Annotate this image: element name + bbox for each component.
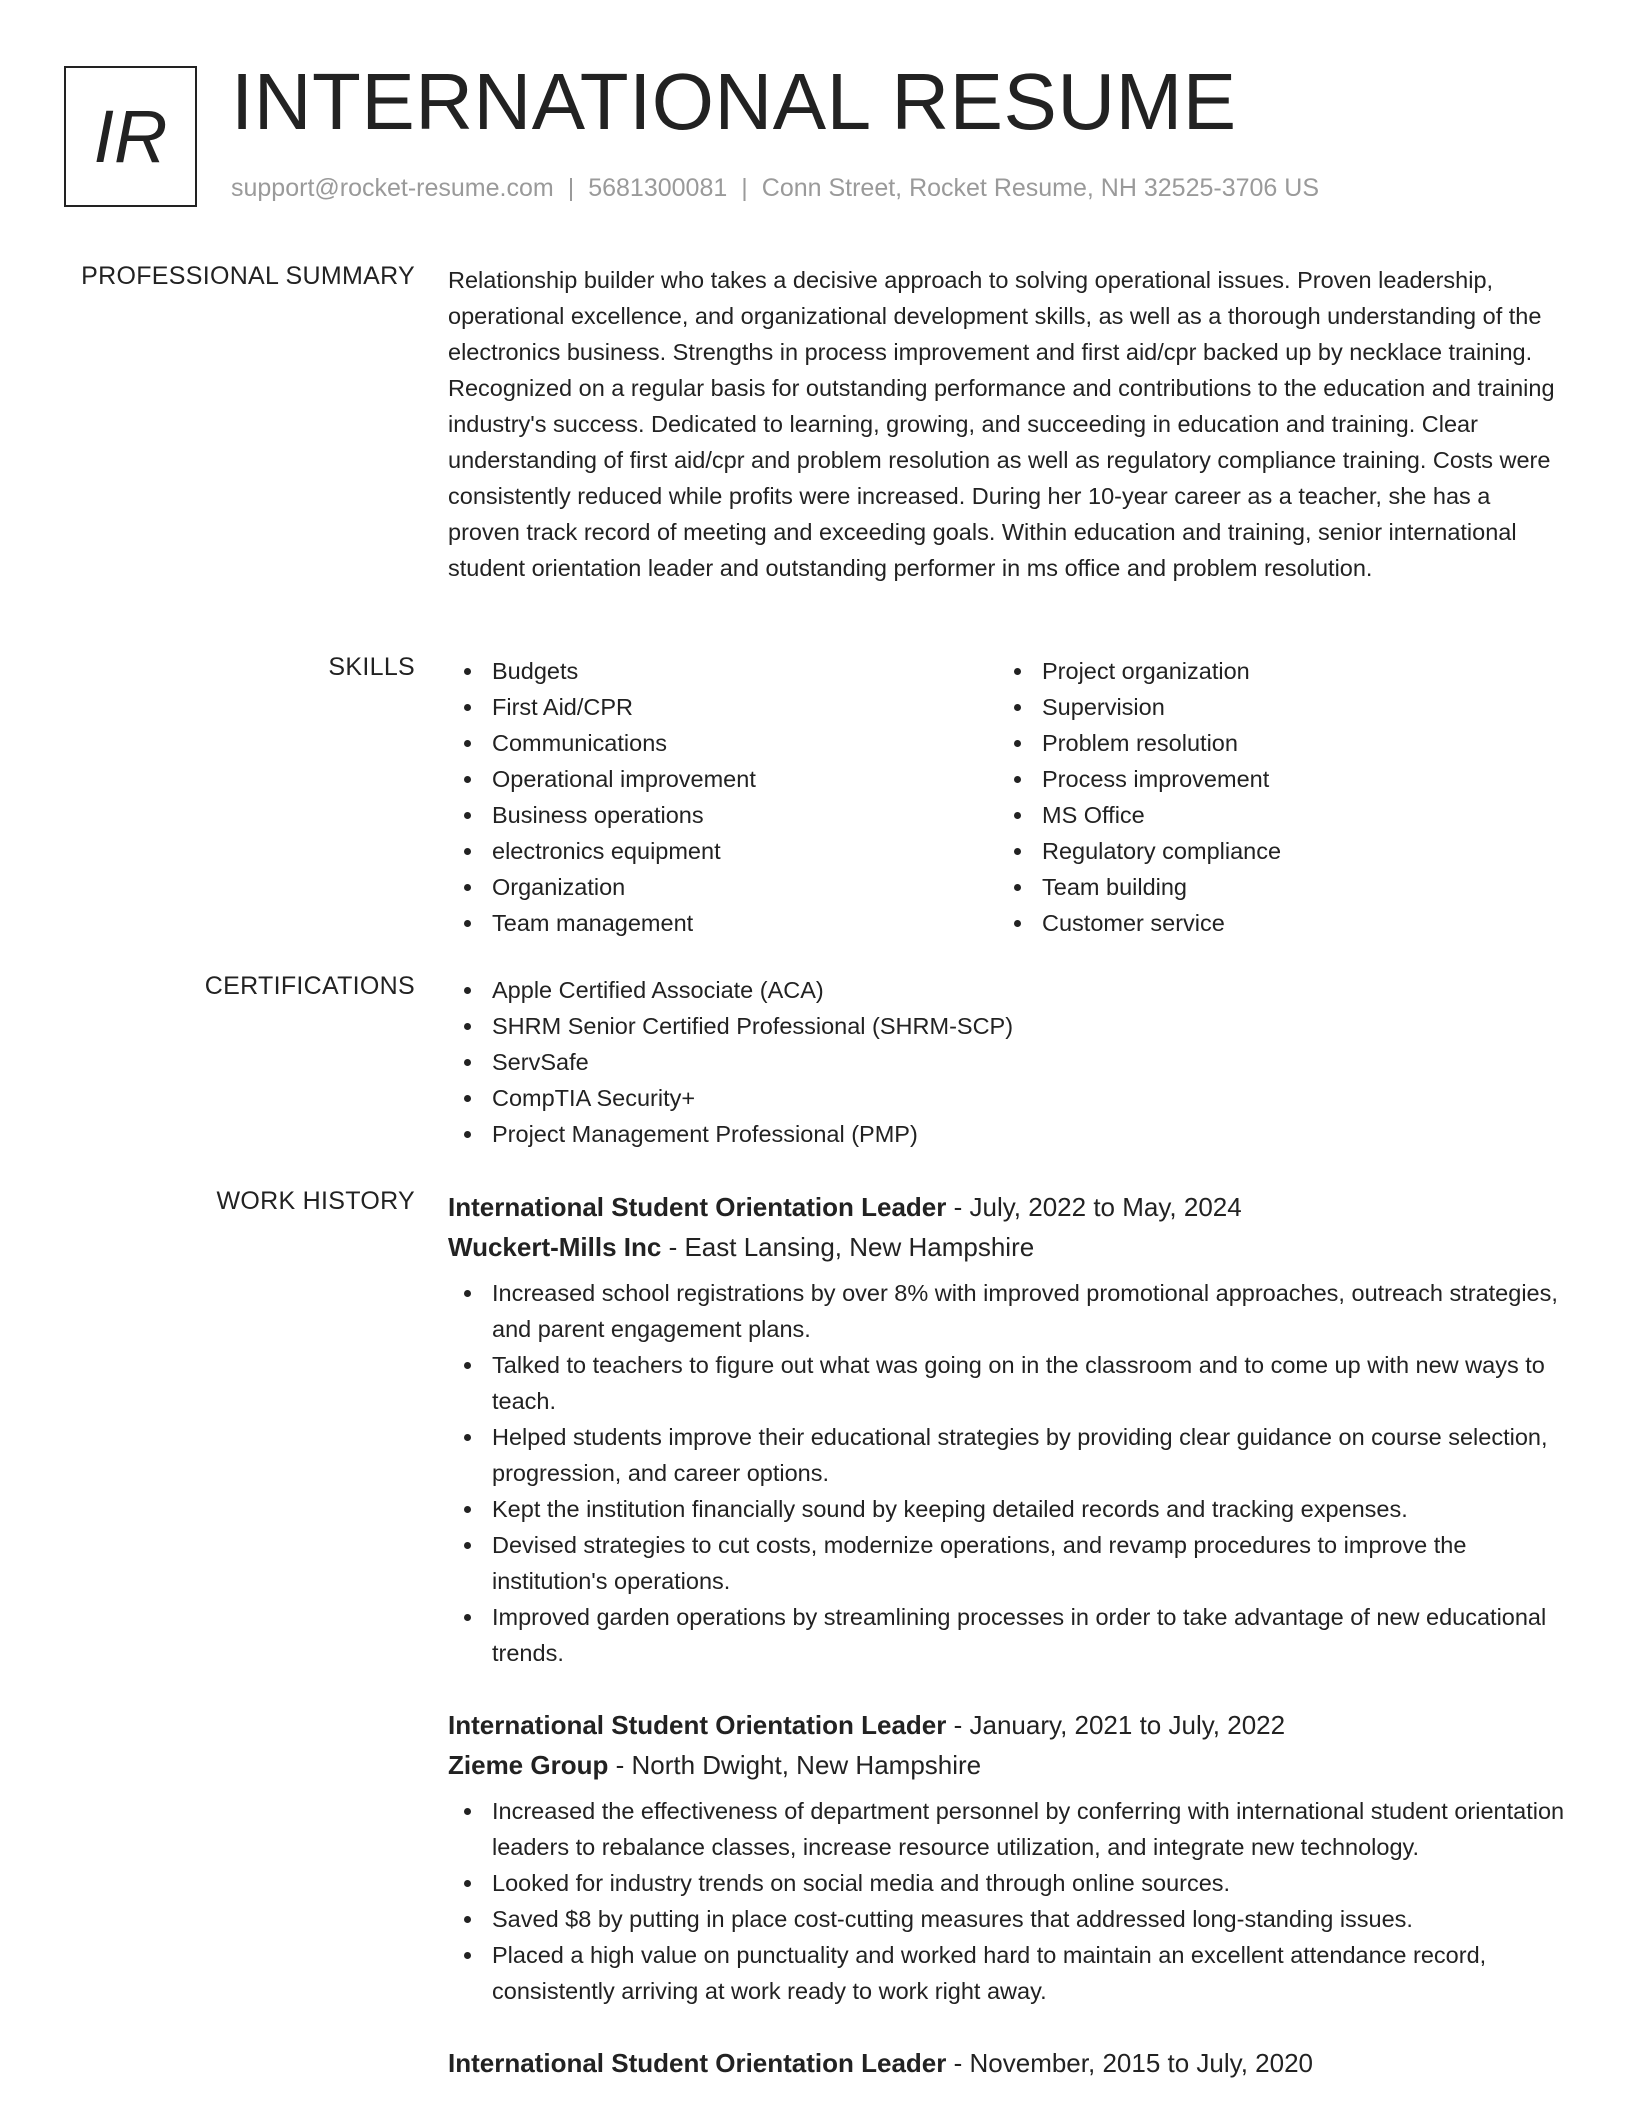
contact-separator: |: [567, 174, 575, 202]
job-duty-item: Placed a high value on punctuality and worked hard to maintain an excellent attendance record, consistently arriving at work ready to work right away.: [448, 1937, 1568, 2009]
skill-item: Organization: [448, 869, 998, 905]
skill-item: Problem resolution: [998, 725, 1548, 761]
skill-item: Regulatory compliance: [998, 833, 1548, 869]
job-company-line: [448, 1745, 1568, 1785]
job-entry: [448, 1187, 1568, 1671]
skill-item: Team building: [998, 869, 1548, 905]
skill-item: MS Office: [998, 797, 1548, 833]
section-heading: WORK HISTORY: [216, 1187, 415, 1215]
skill-item: Budgets: [448, 653, 998, 689]
certification-item: CompTIA Security+: [448, 1080, 1568, 1116]
skill-item: Operational improvement: [448, 761, 998, 797]
job-duty-item: Saved $8 by putting in place cost-cutting measures that addressed long-standing issues.: [448, 1901, 1568, 1937]
resume-title: INTERNATIONAL RESUME: [231, 57, 1237, 146]
skills-list-right: [998, 653, 1548, 941]
contact-email[interactable]: support@rocket-resume.com: [231, 174, 554, 202]
skills-columns: [448, 653, 1568, 941]
job-location: - North Dwight, New Hampshire: [608, 1750, 982, 1780]
job-title: International Student Orientation Leader: [448, 1192, 947, 1222]
job-duty-item: Looked for industry trends on social media and through online sources.: [448, 1865, 1568, 1901]
section-heading: CERTIFICATIONS: [204, 972, 415, 1000]
job-title-line: [448, 1705, 1568, 1745]
job-dates: - July, 2022 to May, 2024: [946, 1192, 1242, 1222]
job-title: International Student Orientation Leader: [448, 1710, 947, 1740]
contact-separator: |: [741, 174, 748, 202]
section-body: [448, 262, 1568, 586]
job-location: - East Lansing, New Hampshire: [661, 1232, 1035, 1262]
job-company-line: [448, 1227, 1568, 1267]
job-dates: - November, 2015 to July, 2020: [946, 2048, 1314, 2078]
job-title-line: [448, 1187, 1568, 1227]
skill-item: Business operations: [448, 797, 998, 833]
job-company: Wuckert-Mills Inc: [448, 1232, 662, 1262]
contact-phone[interactable]: 5681300081: [588, 174, 728, 202]
skill-item: electronics equipment: [448, 833, 998, 869]
skill-item: Team management: [448, 905, 998, 941]
skill-item: First Aid/CPR: [448, 689, 998, 725]
job-title-line: [448, 2043, 1568, 2083]
job-duty-item: Improved garden operations by streamlining processes in order to take advantage of new educational trends.: [448, 1599, 1568, 1671]
job-duties-list: [448, 1793, 1568, 2009]
job-duty-item: Increased the effectiveness of department personnel by conferring with international student orientation leaders to rebalance classes, increase resource utilization, and integrate new technology.: [448, 1793, 1568, 1865]
skills-list-left: [448, 653, 998, 941]
job-entry: [448, 2043, 1568, 2083]
job-duties-list: [448, 1275, 1568, 1671]
job-entry: [448, 1705, 1568, 2009]
job-duty-item: Kept the institution financially sound by keeping detailed records and tracking expenses.: [448, 1491, 1568, 1527]
certification-item: SHRM Senior Certified Professional (SHRM-SCP): [448, 1008, 1568, 1044]
skill-item: Supervision: [998, 689, 1548, 725]
job-dates: - January, 2021 to July, 2022: [946, 1710, 1286, 1740]
certifications-list: [448, 972, 1568, 1152]
job-duty-item: Increased school registrations by over 8% with improved promotional approaches, outreach strategies, and parent engagement plans.: [448, 1275, 1568, 1347]
job-duty-item: Talked to teachers to figure out what was going on in the classroom and to come up with new ways to teach.: [448, 1347, 1568, 1419]
section-heading: SKILLS: [328, 653, 415, 681]
skill-item: Process improvement: [998, 761, 1548, 797]
skill-item: Communications: [448, 725, 998, 761]
monogram-logo: IR: [64, 66, 197, 207]
skill-item: Project organization: [998, 653, 1548, 689]
section-body: [448, 972, 1568, 1152]
summary-text: Relationship builder who takes a decisive approach to solving operational issues. Proven leadership, operational excellence, and organizational development skills, as well as a thorough understanding of the electronics business. Strengths in process improvement and first aid/cpr backed up by necklace training. Recognized on a regular basis for outstanding performance and contributions to the education and training industry's success. Dedicated to learning, growing, and succeeding in education and training. Clear understanding of first aid/cpr and problem resolution as well as regulatory compliance training. Costs were consistently reduced while profits were increased. During her 10-year career as a teacher, she has a proven track record of meeting and exceeding goals. Within education and training, senior international student orientation leader and outstanding performer in ms office and problem resolution.: [448, 267, 1555, 581]
job-duty-item: Helped students improve their educational strategies by providing clear guidance on course selection, progression, and career options.: [448, 1419, 1568, 1491]
job-title: International Student Orientation Leader: [448, 2048, 947, 2078]
jobs-list: [448, 1187, 1568, 2117]
contact-address: Conn Street, Rocket Resume, NH 32525-3706 US: [761, 174, 1319, 202]
certification-item: ServSafe: [448, 1044, 1568, 1080]
certification-item: Apple Certified Associate (ACA): [448, 972, 1568, 1008]
job-company: Zieme Group: [448, 1750, 609, 1780]
job-duty-item: Devised strategies to cut costs, modernize operations, and revamp procedures to improve the institution's operations.: [448, 1527, 1568, 1599]
skill-item: Customer service: [998, 905, 1548, 941]
certification-item: Project Management Professional (PMP): [448, 1116, 1568, 1152]
section-heading: PROFESSIONAL SUMMARY: [81, 262, 415, 290]
contact-line: [231, 174, 1319, 203]
